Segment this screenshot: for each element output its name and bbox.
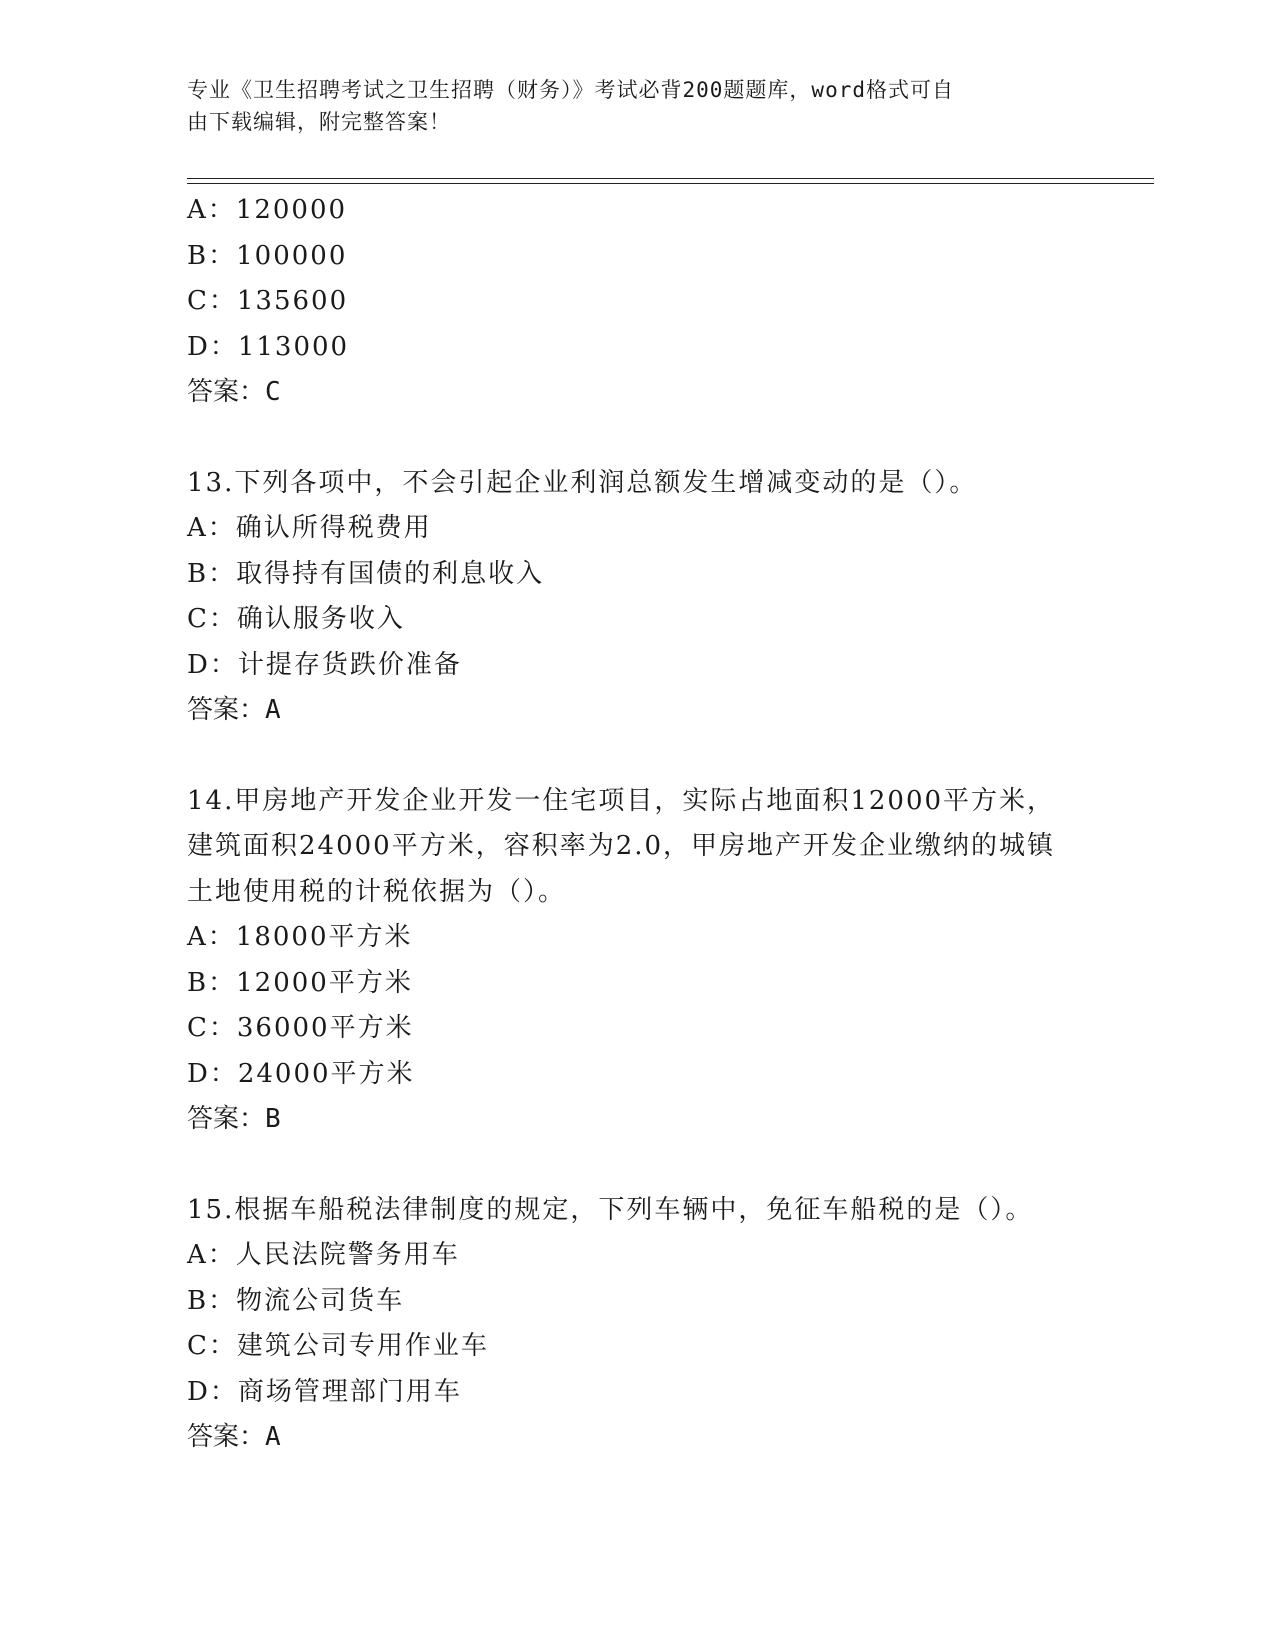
question-spacer (187, 734, 1107, 779)
option-d: D：计提存货跌价准备 (187, 649, 462, 680)
header-divider-top (187, 178, 1154, 179)
option-c: C：确认服务收入 (187, 604, 405, 634)
answer-line: 答案：C (187, 377, 281, 407)
document-header (187, 74, 1087, 138)
stem-line: 13.下列各项中，不会引起企业利润总额发生增减变动的是（）。 (187, 467, 978, 498)
question-14 (187, 779, 1107, 1143)
option-b: B：取得持有国债的利息收入 (187, 558, 545, 589)
question-spacer (187, 1143, 1107, 1188)
header-line-1: 专业《卫生招聘考试之卫生招聘（财务）》考试必背200题题库，word格式可自 (187, 78, 954, 102)
question-stem (187, 461, 1107, 507)
answer-line: 答案：A (187, 695, 281, 725)
option-c: C：135600 (187, 286, 349, 316)
option-c: C：建筑公司专用作业车 (187, 1331, 489, 1361)
question-stem (187, 1188, 1107, 1234)
stem-line: 14.甲房地产开发企业开发一住宅项目，实际占地面积12000平方米， (187, 785, 1056, 816)
option-c: C：36000平方米 (187, 1013, 414, 1043)
option-d: D：24000平方米 (187, 1058, 415, 1089)
option-a: A：人民法院警务用车 (187, 1240, 460, 1270)
question-12 (187, 188, 1107, 416)
option-d: D：113000 (187, 331, 350, 362)
option-b: B：物流公司货车 (187, 1285, 405, 1316)
option-b: B：12000平方米 (187, 967, 413, 998)
option-a: A：120000 (187, 195, 348, 225)
stem-line: 15.根据车船税法律制度的规定，下列车辆中，免征车船税的是（）。 (187, 1194, 1034, 1225)
stem-line: 建筑面积24000平方米，容积率为2.0，甲房地产开发企业缴纳的城镇 (187, 831, 1056, 861)
question-stem (187, 779, 1107, 916)
stem-line: 土地使用税的计税依据为（）。 (187, 876, 567, 907)
option-d: D：商场管理部门用车 (187, 1376, 462, 1407)
question-spacer (187, 416, 1107, 461)
answer-line: 答案：B (187, 1104, 281, 1134)
question-15 (187, 1188, 1107, 1461)
question-list (187, 188, 1107, 1461)
question-13 (187, 461, 1107, 734)
header-divider-bottom (187, 183, 1154, 184)
header-line-2: 由下载编辑，附完整答案！ (187, 110, 451, 134)
option-a: A：确认所得税费用 (187, 513, 432, 543)
option-a: A：18000平方米 (187, 922, 413, 952)
answer-line: 答案：A (187, 1422, 281, 1452)
option-b: B：100000 (187, 240, 348, 271)
